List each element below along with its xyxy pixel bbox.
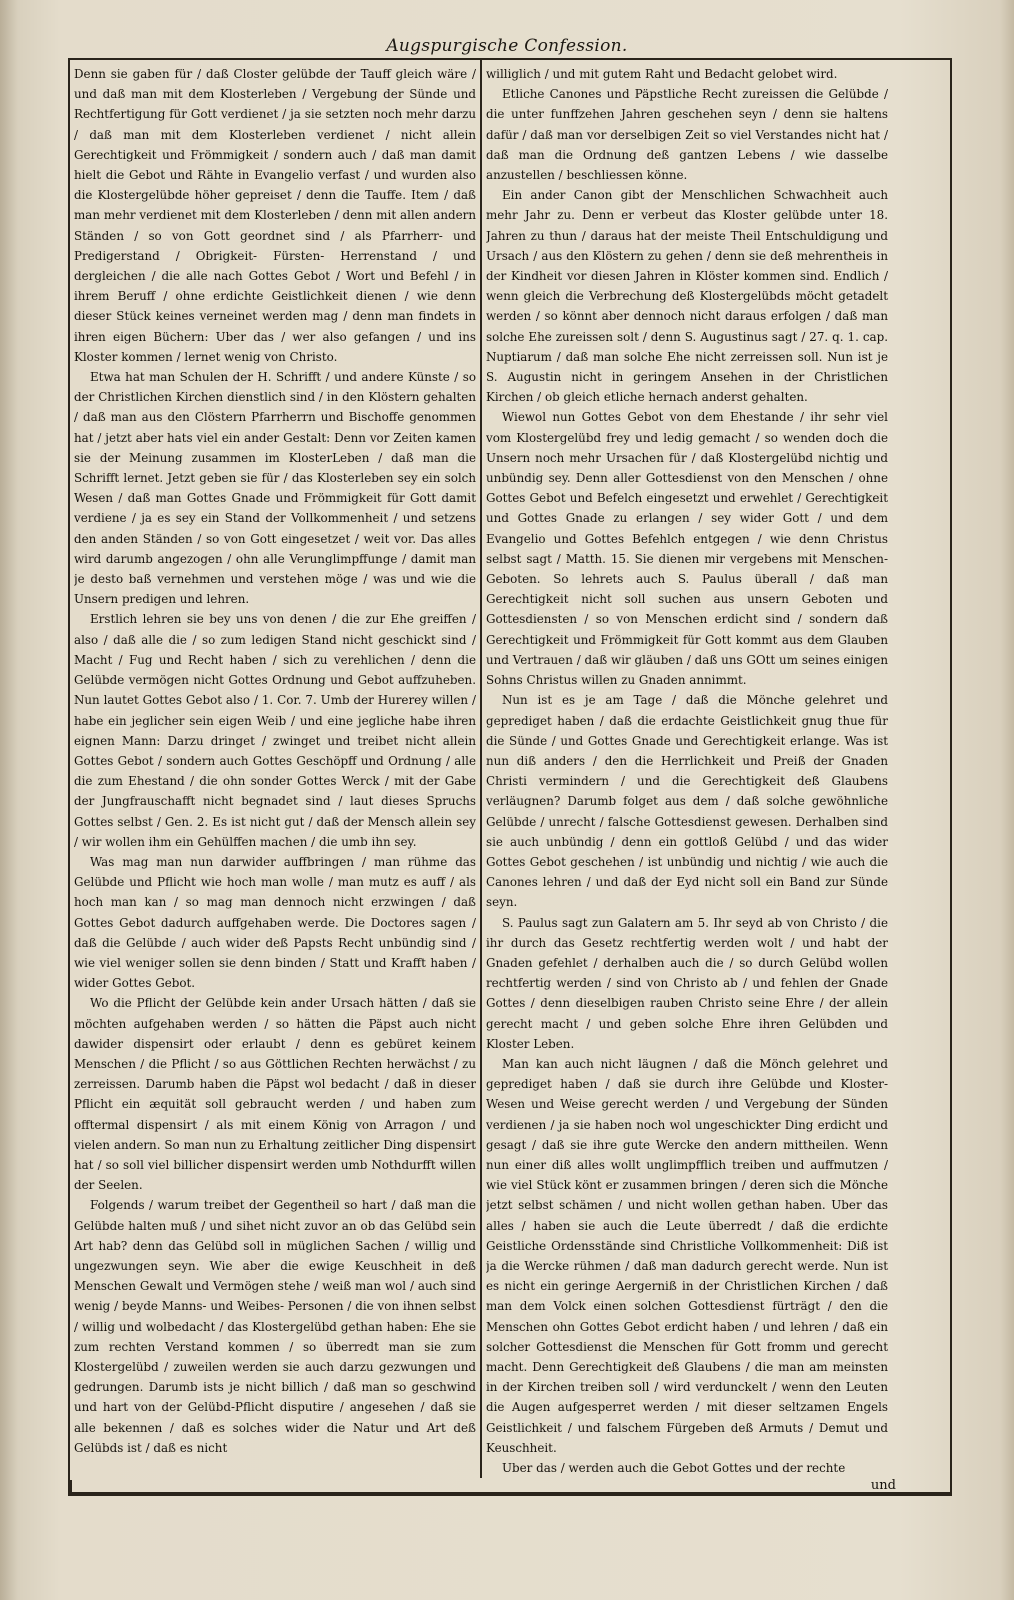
paragraph: Man kan auch nicht läugnen / daß die Mönch gelehret und geprediget haben / daß sie durch ihre Gelübde und Kloster- Wesen und Weise gerecht werden / und Vergebung der Sünden verdienen / ja sie haben noch wol ungeschickter Ding erdicht und gesagt / daß sie ihre gute Wercke den andern mittheilen. Wenn nun einer diß alles wollt unglimpfflich treiben und auffmutzen / wie viel Stück könt er zusammen bringen / deren sich die Mönche jetzt selbst schämen / und nicht wollen gethan haben. Uber das alles / haben sie auch die Leute überredt / daß die erdichte Geistliche Ordensstände sind Christliche Vollkommenheit: Diß ist ja die Wercke rühmen / daß man dadurch gerecht werde. Nun ist es nicht ein geringe Aergerniß in der Christlichen Kirchen / daß man dem Volck einen solchen Gottesdienst fürträgt / den die Menschen ohn Gottes Gebot erdicht haben / und lehren / daß ein solcher Gottesdienst die Menschen für Gott fromm und gerecht macht. Denn Gerechtigkeit deß Glaubens / die man am meinsten in der Kirchen treiben soll / wird verdunckelt / wenn den Leuten die Augen aufgesperret werden / mit dieser seltzamen Engels Geistlichkeit / und falschem Fürgeben deß Armuts / Demut und Keuschheit. <box>486 1056 888 1455</box>
bottom-rule <box>68 1494 952 1496</box>
paragraph: Wo die Pflicht der Gelübde kein ander Ursach hätten / daß sie möchten aufgehaben werden / so hätten die Päpst auch nicht dawider dispensirt oder erlaubt / denn es gebüret keinem Menschen / die Pflicht / so aus Göttlichen Rechten herwächst / zu zerreissen. Darumb haben die Päpst wol bedacht / daß in dieser Pflicht ein æquität soll gebraucht werden / und haben zum offtermal dispensirt / als mit einem König von Arragon / und vielen andern. So man nun zu Erhaltung zeitlicher Ding dispensirt hat / so soll viel billicher dispensirt werden umb Nothdurfft willen der Seelen. <box>74 996 476 1193</box>
paragraph: Etliche Canones und Päpstliche Recht zureissen die Gelübde / die unter funffzehen Jahren geschehen seyn / denn sie haltens dafür / daß man vor derselbigen Zeit so viel Verstandes nicht hat / daß man die Ordnung deß gantzen Lebens / wie dasselbe anzustellen / beschliessen könne. <box>486 87 888 183</box>
paragraph: Folgends / warum treibet der Gegentheil so hart / daß man die Gelübde halten muß / und sihet nicht zuvor an ob das Gelübd sein Art hab? denn das Gelübd soll in müglichen Sachen / willig und ungezwungen seyn. Wie aber die ewige Keuschheit in deß Menschen Gewalt und Vermögen stehe / weiß man wol / auch sind wenig / beyde Manns- und Weibes- Personen / die von ihnen selbst / willig und wolbedacht / das Klostergelübd gethan haben: Ehe sie zum rechten Verstand kommen / so überredt man sie zum Klostergelübd / zuweilen werden sie auch darzu gezwungen und gedrungen. Darumb ists je nicht billich / daß man so geschwind und hart von der Gelübd-Pflicht disputire / angesehen / daß sie alle bekennen / daß es solches wider die Natur und Art deß Gelübds ist / daß es nicht <box>74 1198 476 1455</box>
column-divider <box>480 60 482 1478</box>
paragraph: Nun ist es je am Tage / daß die Mönche gelehret und geprediget haben / daß die erdachte Geistlichkeit gnug thue für die Sünde / und Gottes Gnade und Gerechtigkeit erlange. Was ist nun diß anders / den die Herrlichkeit und Preiß der Gnaden Christi vermindern / und die Gerechtigkeit deß Glaubens verläugnen? Darumb folget aus dem / daß solche gewöhnliche Gelübde / unrecht / falsche Gottesdienst gewesen. Derhalben sind sie auch unbündig / denn ein gottloß Gelübd / und das wider Gottes Gebot geschehen / ist unbündig und nichtig / wie auch die Canones lehren / und daß der Eyd nicht soll ein Band zur Sünde seyn. <box>486 693 888 910</box>
frame-tick <box>70 1480 72 1492</box>
paragraph: Denn sie gaben für / daß Closter gelübde der Tauff gleich wäre / und daß man mit dem Klosterleben / Vergebung der Sünde und Rechtfertigung für Gott verdienet / ja sie setzten noch mehr darzu / daß man mit dem Klosterleben verdienet / nicht allein Gerechtigkeit und Frömmigkeit / sondern auch / daß man damit hielt die Gebot und Rähte in Evangelio verfast / und wurden also die Klostergelübde höher gepreiset / denn die Tauffe. Item / daß man mehr verdienet mit dem Klosterleben / denn mit allen andern Ständen / so von Gott geordnet sind / als Pfarrherr- und Predigerstand / Obrigkeit- Fürsten- Herrenstand / und dergleichen / die alle nach Gottes Gebot / Wort und Befehl / in ihrem Beruff / ohne erdichte Geistlichkeit dienen / wie denn dieser Stück keines verneinet werden mag / denn man findets in ihren eigen Büchern: Uber das / wer also gefangen / und ins Kloster kommen / lernet wenig von Christo. <box>74 67 476 364</box>
paragraph: S. Paulus sagt zun Galatern am 5. Ihr seyd ab von Christo / die ihr durch das Gesetz rechtfertig werden wolt / und habt der Gnaden gefehlet / derhalben auch die / so durch Gelübd wollen rechtfertig werden / sind von Christo ab / und fehlen der Gnade Gottes / denn dieselbigen rauben Christo seine Ehre / der allein gerecht macht / und geben solche Ehre ihren Gelübden und Kloster Leben. <box>486 915 888 1051</box>
ink-mark <box>486 1510 492 1520</box>
right-column <box>486 64 888 1474</box>
catchword: und <box>870 1478 896 1493</box>
paragraph: Erstlich lehren sie bey uns von denen / die zur Ehe greiffen / also / daß alle die / so zum ledigen Stand nicht geschickt sind / Macht / Fug und Recht haben / sich zu verehlichen / denn die Gelübde vermögen nicht Gottes Ordnung und Gebot auffzuheben. Nun lautet Gottes Gebot also / 1. Cor. 7. Umb der Hurerey willen / habe ein jeglicher sein eigen Weib / und eine jegliche habe ihren eignen Mann: Darzu dringet / zwinget und treibet nicht allein Gottes Gebot / sondern auch Gottes Geschöpff und Ordnung / alle die zum Ehestand / die ohn sonder Gottes Werck / mit der Gabe der Jungfrauschafft nicht begnadet sind / laut dieses Spruchs Gottes selbst / Gen. 2. Es ist nicht gut / daß der Mensch allein sey / wir wollen ihm ein Gehülffen machen / die umb ihn sey. <box>74 612 476 849</box>
paragraph: Etwa hat man Schulen der H. Schrifft / und andere Künste / so der Christlichen Kirchen dienstlich sind / in den Klöstern gehalten / daß man aus den Clöstern Pfarrherrn und Bischoffe genommen hat / jetzt aber hats viel ein ander Gestalt: Denn vor Zeiten kamen sie der Meinung zusammen im KlosterLeben / daß man die Schrifft lernet. Jetzt geben sie für / das Klosterleben sey ein solch Wesen / daß man Gottes Gnade und Frömmigkeit für Gott damit verdiene / ja es sey ein Stand der Vollkommenheit / und setzens den anden Ständen / so von Gott eingesetzet / weit vor. Das alles wird darumb angezogen / ohn alle Verunglimpffunge / damit man je desto baß vernehmen und verstehen möge / was und wie die Unsern predigen und lehren. <box>74 370 476 607</box>
left-column <box>74 64 476 1474</box>
paragraph: williglich / und mit gutem Raht und Bedacht gelobet wird. <box>486 67 838 81</box>
paragraph: Ein ander Canon gibt der Menschlichen Schwachheit auch mehr Jahr zu. Denn er verbeut das Kloster gelübde unter 18. Jahren zu thun / daraus hat der meiste Theil Entschuldigung und Ursach / aus den Klöstern zu gehen / denn sie deß mehrentheis in der Kindheit vor diesen Jahren in Klöster kommen sind. Endlich / wenn gleich die Verbrechung deß Klostergelübds möcht getadelt werden / so könnt aber dennoch nicht daraus erfolgen / daß man solche Ehe zureissen solt / denn S. Augustinus sagt / 27. q. 1. cap. Nuptiarum / daß man solche Ehe nicht zerreissen soll. Nun ist je S. Augustin nicht in geringem Ansehen in der Christlichen Kirchen / ob gleich etliche hernach anderst gehalten. <box>486 188 888 405</box>
paragraph: Wiewol nun Gottes Gebot von dem Ehestande / ihr sehr viel vom Klostergelübd frey und ledig gemacht / so wenden doch die Unsern noch mehr Ursachen für / daß Klostergelübd nichtig und unbündig sey. Denn aller Gottesdienst von den Menschen / ohne Gottes Gebot und Befelch eingesetzt und erwehlet / Gerechtigkeit und Gottes Gnade zu erlangen / sey wider Gott / und dem Evangelio und Gottes Befehlch entgegen / wie denn Christus selbst sagt / Matth. 15. Sie dienen mir vergebens mit Menschen- Geboten. So lehrets auch S. Paulus überall / daß man Gerechtigkeit nicht soll suchen aus unsern Geboten und Gottesdiensten / so von Menschen erdicht sind / sondern daß Gerechtigkeit und Frömmigkeit für Gott kommt aus dem Glauben und Vertrauen / daß wir gläuben / daß uns GOtt um seines einigen Sohns Christus willen zu Gnaden annimmt. <box>486 410 888 688</box>
running-title: Augspurgische Confession. <box>386 36 628 56</box>
paragraph: Uber das / werden auch die Gebot Gottes und der rechte <box>502 1461 846 1474</box>
paragraph: Was mag man nun darwider auffbringen / man rühme das Gelübde und Pflicht wie hoch man wolle / man mutz es auff / als hoch man kan / so mag man dennoch nicht erzwingen / daß Gottes Gebot dadurch auffgehaben werde. Die Doctores sagen / daß die Gelübde / auch wider deß Papsts Recht unbündig sind / wie viel weniger sollen sie denn binden / Statt und Krafft haben / wider Gottes Gebot. <box>74 854 476 991</box>
